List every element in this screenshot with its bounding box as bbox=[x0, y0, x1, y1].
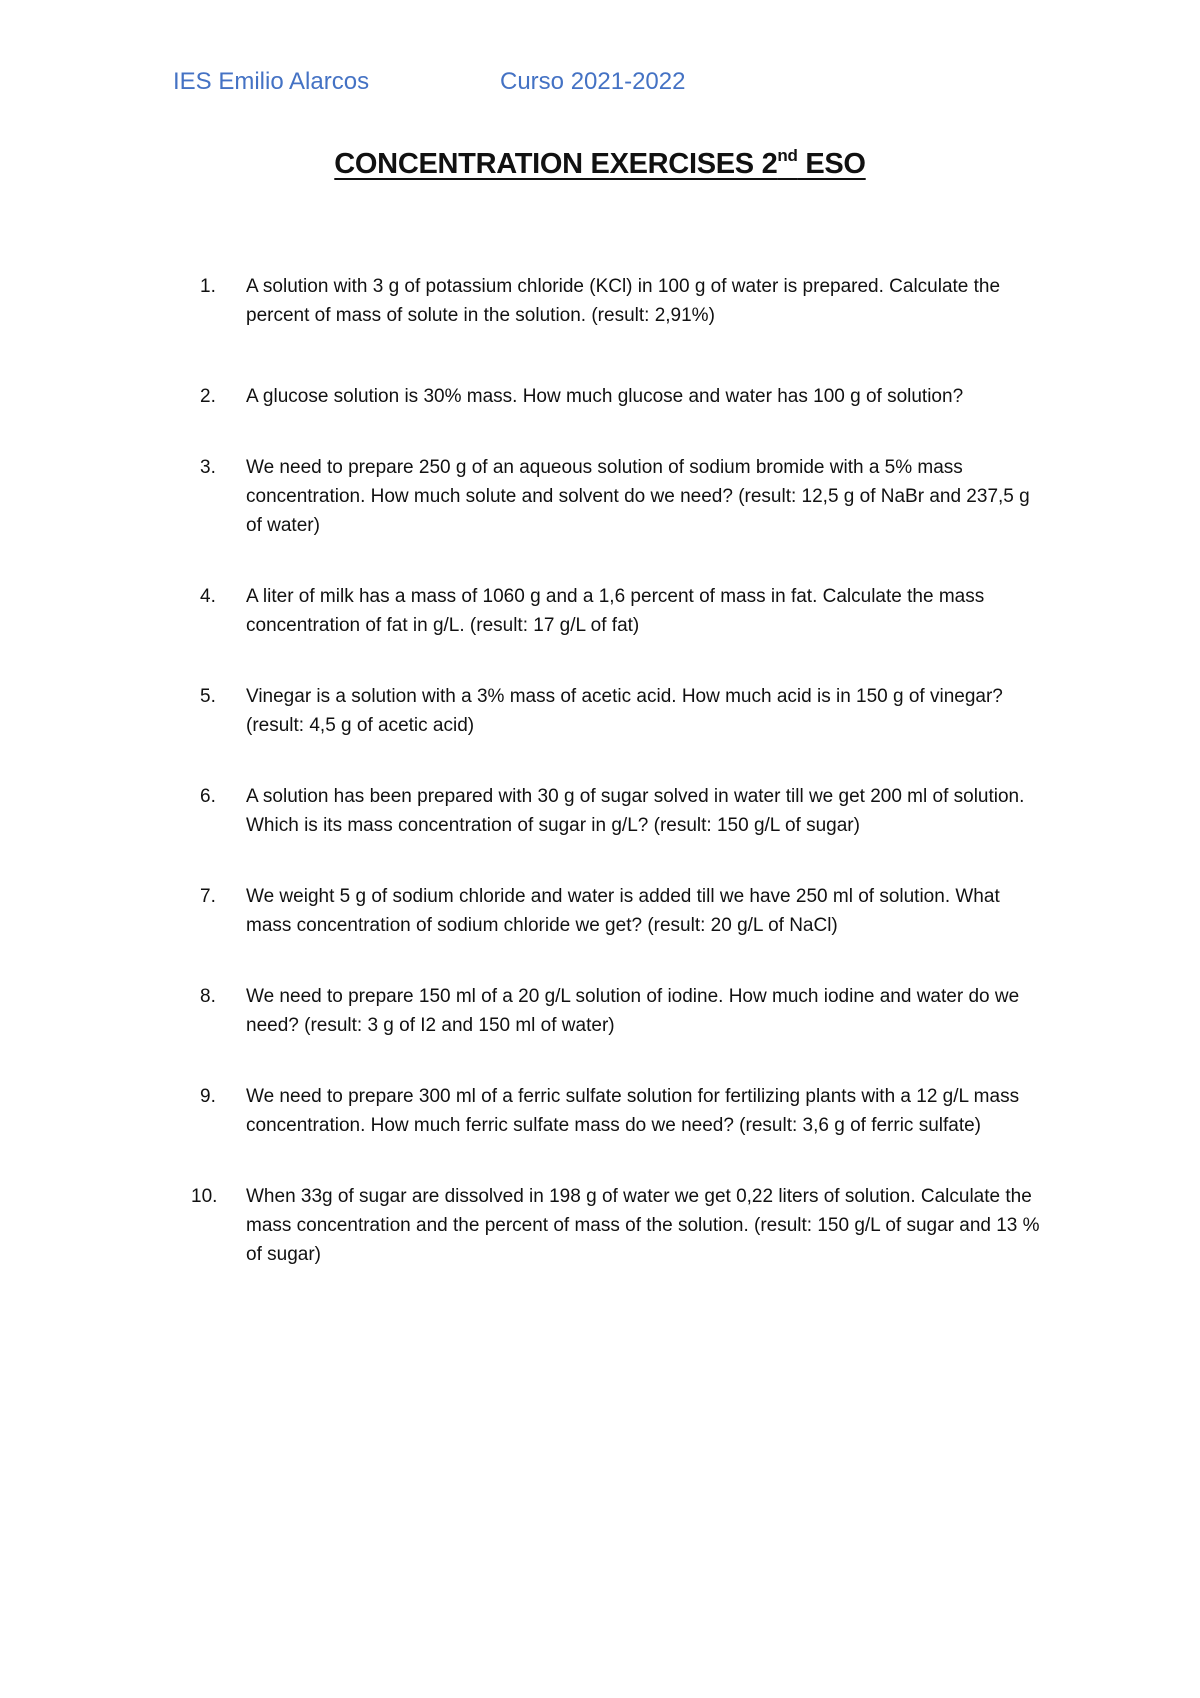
exercise-list bbox=[191, 272, 1050, 1269]
page-header bbox=[173, 68, 1073, 104]
exercise-number: 2. bbox=[200, 386, 216, 407]
exercise-number: 3. bbox=[200, 457, 216, 478]
exercise-number: 1. bbox=[200, 276, 216, 297]
title-main: CONCENTRATION EXERCISES 2 bbox=[334, 148, 778, 180]
title-suffix: ESO bbox=[797, 148, 866, 180]
exercise-number: 9. bbox=[200, 1086, 216, 1107]
exercise-item bbox=[200, 272, 1050, 330]
exercise-item bbox=[200, 453, 1050, 540]
exercise-text: When 33g of sugar are dissolved in 198 g of water we get 0,22 liters of solution. Calculate the mass concentration and the percent of mass of the solution. (result: 150 g/L of sugar and 13 % of sugar) bbox=[246, 1186, 1040, 1265]
exercise-item bbox=[200, 582, 1050, 640]
exercise-text: Vinegar is a solution with a 3% mass of acetic acid. How much acid is in 150 g of vinegar? (result: 4,5 g of acetic acid) bbox=[246, 686, 1003, 736]
title-text bbox=[334, 148, 865, 180]
exercise-text: We need to prepare 300 ml of a ferric sulfate solution for fertilizing plants with a 12 g/L mass concentration. How much ferric sulfate mass do we need? (result: 3,6 g of ferric sulfate) bbox=[246, 1086, 1020, 1136]
exercise-text: We weight 5 g of sodium chloride and water is added till we have 250 ml of solution. What mass concentration of sodium chloride we get? (result: 20 g/L of NaCl) bbox=[246, 886, 1000, 936]
exercise-number: 10. bbox=[191, 1186, 218, 1207]
exercise-number: 6. bbox=[200, 786, 216, 807]
exercise-item bbox=[200, 882, 1050, 940]
exercise-number: 5. bbox=[200, 686, 216, 707]
exercise-number: 7. bbox=[200, 886, 216, 907]
exercise-item bbox=[200, 982, 1050, 1040]
exercise-text: A glucose solution is 30% mass. How much glucose and water has 100 g of solution? bbox=[246, 386, 964, 407]
exercise-item bbox=[200, 682, 1050, 740]
title-superscript: nd bbox=[777, 146, 798, 165]
exercise-text: A liter of milk has a mass of 1060 g and a 1,6 percent of mass in fat. Calculate the mass concentration of fat in g/L. (result: 17 g/L of fat) bbox=[246, 586, 985, 636]
exercise-item bbox=[200, 782, 1050, 840]
exercise-item bbox=[200, 1082, 1050, 1140]
exercise-item bbox=[191, 1182, 1050, 1269]
exercise-text: We need to prepare 250 g of an aqueous solution of sodium bromide with a 5% mass concentration. How much solute and solvent do we need? (result: 12,5 g of NaBr and 237,5 g of water) bbox=[246, 457, 1030, 536]
exercise-number: 4. bbox=[200, 586, 216, 607]
course-year: Curso 2021-2022 bbox=[500, 68, 686, 95]
school-name: IES Emilio Alarcos bbox=[173, 68, 370, 95]
page-title bbox=[0, 148, 1200, 181]
exercise-text: A solution with 3 g of potassium chloride (KCl) in 100 g of water is prepared. Calculate the percent of mass of solute in the solution. (result: 2,91%) bbox=[246, 276, 1001, 326]
exercise-number: 8. bbox=[200, 986, 216, 1007]
exercise-item bbox=[200, 382, 1050, 411]
exercise-text: We need to prepare 150 ml of a 20 g/L solution of iodine. How much iodine and water do we need? (result: 3 g of I2 and 150 ml of water) bbox=[246, 986, 1020, 1036]
exercise-text: A solution has been prepared with 30 g of sugar solved in water till we get 200 ml of solution. Which is its mass concentration of sugar in g/L? (result: 150 g/L of sugar) bbox=[246, 786, 1025, 836]
